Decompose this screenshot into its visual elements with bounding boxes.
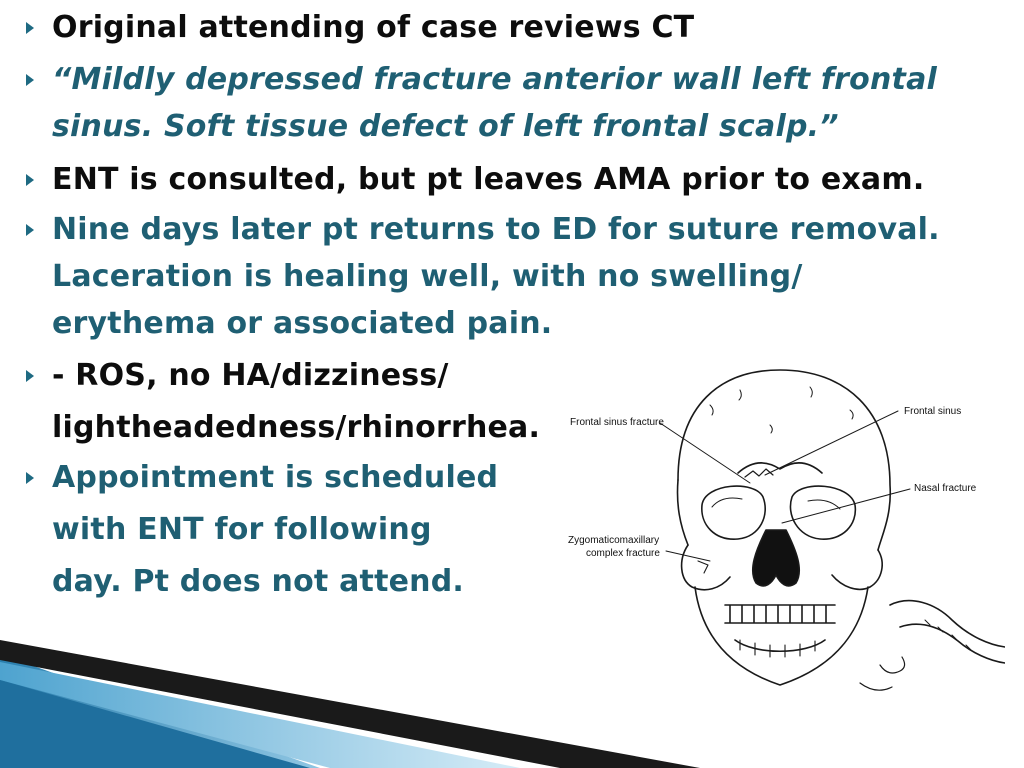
label-zygomaticomaxillary: Zygomaticomaxillary <box>568 535 660 546</box>
bullet-text: Appointment is scheduled <box>52 460 499 495</box>
decorative-corner-swoosh <box>0 640 700 768</box>
bullet-text: lightheadedness/rhinorrhea. <box>52 410 541 445</box>
bullet-text: “Mildly depressed fracture anterior wall left frontal <box>52 62 938 97</box>
bullet-arrow-icon <box>26 22 34 34</box>
bullet-arrow-icon <box>26 224 34 236</box>
bullet-text: day. Pt does not attend. <box>52 564 464 599</box>
leader-zygomaticomaxillary <box>666 551 710 561</box>
leader-frontal-sinus <box>765 411 898 475</box>
cranium-outline <box>678 370 890 550</box>
bullet-text: erythema or associated pain. <box>52 306 553 341</box>
leader-frontal-sinus-fracture <box>660 423 750 483</box>
bullet-text: ENT is consulted, but pt leaves AMA prior to exam. <box>52 162 925 197</box>
label-frontal-sinus: Frontal sinus <box>904 406 962 417</box>
label-nasal-fracture: Nasal fracture <box>914 483 977 494</box>
bullet-arrow-icon <box>26 174 34 186</box>
teeth <box>725 605 835 623</box>
bullet-text: Laceration is healing well, with no swelling/ <box>52 259 803 294</box>
bullet-text: - ROS, no HA/dizziness/ <box>52 358 449 393</box>
bullet-text: Original attending of case reviews CT <box>52 10 695 45</box>
bullet-arrow-icon <box>26 370 34 382</box>
bullet-text: sinus. Soft tissue defect of left frontal scalp.” <box>52 109 839 144</box>
label-complex-fracture: complex fracture <box>586 548 660 559</box>
bullet-text: Nine days later pt returns to ED for suture removal. <box>52 212 940 247</box>
bullet-text: with ENT for following <box>52 512 432 547</box>
nasal-cavity <box>753 530 800 586</box>
bullet-arrow-icon <box>26 74 34 86</box>
label-frontal-sinus-fracture: Frontal sinus fracture <box>570 417 664 428</box>
left-orbit <box>702 486 765 539</box>
jaw-outline <box>695 587 868 685</box>
bullet-arrow-icon <box>26 472 34 484</box>
